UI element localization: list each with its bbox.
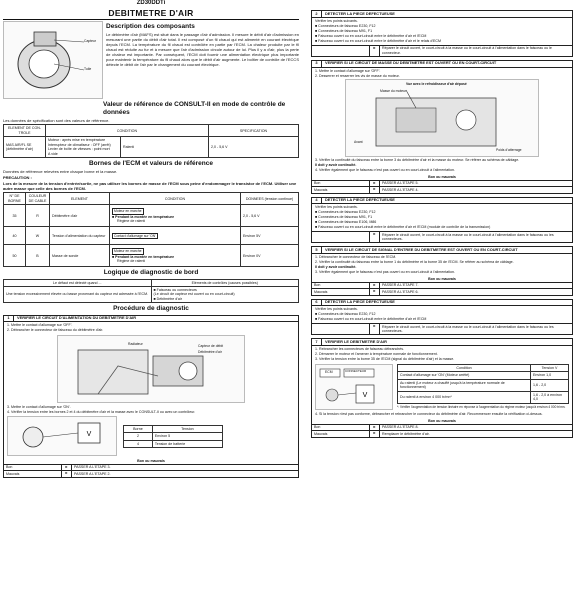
result-action: PASSER A L'ETAPE 2. [74, 471, 111, 476]
result-label: Bon [4, 465, 62, 470]
fig-label: Débitmètre d'air [198, 349, 222, 354]
description-text: Le débimètre d'air (MAFS) est situé dans le passage d'air d'admission. Il mesure le débit d'air d'admission en mesurant une partie du débit d'air total. Il est composé d'un fil chaud qui est alimenté en courant électrique depuis l'ECM. La température du fil chaud est contrôlée en partie par l'ECM. La chaleur produite par le fil chaud est réduite au fur et à mesure que l'air d'admission circule autour de lui. Plus il y a d'air, plus la perte de chaleur est importante. Par conséquent, l'ECM doit fournir une alimentation électrique plus importante pour maintenir la température du fil chaud alors que le débit d'air augmente. Le boîtier de contrôle de l'ECCS détecte le débit de l'air par le changement du courant électrique. [106, 32, 299, 68]
consult-header-item: ELEMENT DE CON-TROLE [4, 125, 46, 137]
svg-text:V: V [362, 391, 368, 399]
result-action: PASSER A L'ETAPE 8. [382, 425, 419, 430]
step-line: Connecteurs de faisceau M91, F1 [318, 28, 373, 33]
step-4: 4 DETECTER LA PIECE DEFECTUEUSE Vérifier les points suivants. ■ Connecteurs de faisceau E230, F12 ■ Connecteurs de faisceau M91, F1 ■ Connecteurs de faisceau E106, M86 ■ Faisceau ouvert ou en court-circuit entre le débitmètre d'air et l'ECM (module de contrôle de la transmission) ► Réparer le circuit ouvert, le court-circuit à la masse ou le court-circuit à l'alimentation dans le faisceau ou les connecteurs. [311, 197, 573, 244]
step-title: VERIFIER SI LE CIRCUIT DE MASSE DU DEBITMETRE EST OUVERT OU EN COURT-CIRCUIT [325, 60, 497, 66]
step-line: Connecteurs de faisceau E230, F12 [318, 312, 376, 317]
cell: Tension d'alimentation du capteur [50, 227, 110, 245]
step-line: 1. Mettre le contact d'allumage sur 'OFF'. [315, 68, 381, 73]
step-6: 6 DETECTER LA PIECE DEFECTUEUSE Vérifier les points suivants. ■ Connecteurs de faisceau E230, F12 ■ Faisceau ouvert ou en court-circuit entre le débitmètre d'air et l'ECM ► Réparer le circuit ouvert, le court-circuit à la masse ou le court-circuit à l'alimentation dans le faisceau ou les connecteurs. [311, 299, 573, 336]
ecm-header: DONNEES (tension continue) [241, 193, 299, 205]
result-label: Bon [312, 181, 370, 186]
fig-label: ECM [325, 369, 333, 374]
step-line: 3. Mettre le contact d'allumage sur 'ON'. [7, 404, 71, 409]
page-title: DEBITMETRE D'AIR [108, 7, 194, 18]
result-action: PASSER A L'ETAPE 4. [382, 187, 419, 192]
ecm-caution: Lors de la mesure de la tension d'entrée/sortie, ne pas utiliser les bornes de masse de l'ECM sous peine d'endommager le transistor de l'ECM. Utiliser une autre masse que celle des bornes de l'ECM. [3, 181, 297, 192]
step-5: 5 VERIFIER SI LE CIRCUIT DE SIGNAL D'ENTREE DU DEBITMETRE EST OUVERT OU EN COURT-CIRCUIT 1. Débrancher le connecteur de faisceau de l'ECM. 2. Vérifier la continuité du faisceau entre la borne 1 du débitmètre et la borne 35 de l'ECM. Se référer au schéma de câblage. Il doit y avoir continuité. 3. Vérifier également que le faisceau n'est pas ouvert ou en court-circuit à l'alimentation. Bon ou mauvais Bon ► PASSER A L'ETAPE 7. Mauvais ► PASSER A L'ETAPE 6. [311, 246, 573, 295]
fig-label: CONNECTEUR [345, 368, 367, 373]
good-or-bad: Bon ou mauvais [137, 458, 165, 463]
step-line: 2. Vérifier la continuité du faisceau entre la borne 1 du débitmètre et la borne 35 de l'ECM. Se référer au schéma de câblage. [315, 260, 514, 265]
step-line: 2. Démarrer le moteur et l'amener à température normale de fonctionnement. [315, 352, 438, 357]
fig-label: Masse du moteur [380, 89, 407, 94]
cell: Environ 5 [152, 433, 222, 440]
cell: Tension V [531, 364, 569, 371]
fig-label-tuile: Tuile [84, 67, 92, 72]
cell: 50 [4, 245, 26, 267]
ecm-header: ELEMENT [50, 193, 110, 205]
consult-header-condition: CONDITION [46, 125, 209, 137]
table-row: 50 B Masse de sonde Moteur en marche ■ Pendant la montée en température Régime de ralenti Environ 0V [4, 245, 299, 267]
logic-detected: Une tension excessivement élevée ou basse provenant du capteur est adressée à l'ECM. [4, 286, 152, 302]
consult-spec: 2,0 - 5,6 V [209, 137, 299, 158]
step-line: Faisceau ouvert ou en court-circuit entre le débitmètre d'air et le relais d'ECM [318, 38, 441, 43]
step-line: 1. Débrancher le connecteur de faisceau de l'ECM. [315, 255, 397, 260]
step-2: 2 DETECTER LA PIECE DEFECTUEUSE Vérifier les points suivants. ■ Connecteurs de faisceau E230, F12 ■ Connecteurs de faisceau M91, F1 ■ Faisceau ouvert ou en court-circuit entre le débitmètre d'air et l'ECM ■ Faisceau ouvert ou en court-circuit entre le débitmètre d'air et le relais d'ECM ► Réparer le circuit ouvert, le court-circuit à la masse ou le court-circuit à l'alimentation dans le faisceau ou le connecteur. [311, 10, 573, 57]
cell: R [26, 205, 50, 227]
step-3: 3 VERIFIER SI LE CIRCUIT DE MASSE DU DEBITMETRE EST OUVERT OU EN COURT-CIRCUIT 1. Mettre le contact d'allumage sur 'OFF'. 2. Desserrer et resserrer les vis de masse du moteur. Vue avec le refroidisseur d'air déposé Masse du moteur Avant Poids d'atterrage 3. Vérifier la continuité du faisceau entre la borne 3 du débitmètre d'air et la masse du moteur. Se référer au schéma de câblage. Il doit y avoir continuité. 4. Vérifier également que le faisceau n'est pas ouvert ou en court-circuit à l'alimentation. Bon ou mauvais Bon ► PASSER A L'ETAPE 5. Mauvais ► PASSER A L'ETAPE 4. [311, 60, 573, 194]
cell: Tension de batterie [152, 440, 222, 447]
step-title: DETECTER LA PIECE DEFECTUEUSE [325, 197, 395, 203]
ecm-intro: Données de référence relevées entre chaque borne et la masse. [3, 169, 118, 175]
cell: Régime de ralenti [117, 219, 146, 223]
step-line: Faisceau ouvert ou en court-circuit entre le débitmètre d'air et l'ECM (module de contrôle de la transmission) [318, 225, 491, 230]
engine-code: ZD30DDTi [136, 0, 166, 6]
step-number: 1 [4, 316, 14, 322]
step-line: Vérifier les points suivants. [315, 307, 358, 312]
cell: Masse de sonde [50, 245, 110, 267]
cell: Au ralenti (Le moteur a chauffé jusqu'à la température normale de fonctionnement) [398, 379, 531, 391]
step-line: 3. Vérifier la tension entre la borne 35 de l'ECM (signal du débitmètre d'air) et la masse. [315, 357, 455, 362]
step-line: Connecteurs de faisceau E106, M86 [318, 220, 377, 225]
step-line: Connecteurs de faisceau M91, F1 [318, 215, 373, 220]
cell: Contact d'allumage sur 'ON' (Moteur arrêté) [398, 372, 531, 379]
fig-label: Capteur de débit [198, 343, 224, 348]
logic-cause: Débitmètre d'air [156, 296, 182, 301]
step-line: Faisceau ouvert ou en court-circuit entre le débitmètre d'air et l'ECM [318, 33, 427, 38]
consult-intro: Les données de spécification sont des valeurs de référence. [3, 118, 110, 124]
step-line: Il doit y avoir continuité. [315, 265, 357, 270]
step-title: VERIFIER LE DEBITMETRE D'AIR [325, 338, 387, 344]
ecm-header: COULEUR DE CABLE [26, 193, 50, 205]
cell: Borne [124, 425, 153, 432]
result-action: Réparer le circuit ouvert, le court-circuit à la masse ou le court-circuit à l'alimentation dans le faisceau ou les connecteurs. [382, 232, 554, 242]
step-number: 5 [312, 247, 322, 253]
fig-label: Vue avec le refroidisseur d'air déposé [406, 82, 467, 87]
result-action: PASSER A L'ETAPE 3. [74, 465, 111, 470]
cell: W [26, 227, 50, 245]
result-label: Mauvais [312, 187, 370, 192]
step-line: 1. Mettre le contact d'allumage sur 'OFF'. [7, 323, 73, 328]
cell: Condition [398, 364, 531, 371]
logic-cause: (Le circuit de capteur est ouvert ou en court-circuit) [153, 292, 235, 297]
result-label: Mauvais [312, 431, 370, 436]
step-line: 2. Débrancher le connecteur de faisceau du débitmètre d'air. [7, 328, 104, 333]
step-title: DETECTER LA PIECE DEFECTUEUSE [325, 10, 395, 16]
step-line: 2. Desserrer et resserrer les vis de masse du moteur. [315, 73, 400, 78]
step-line: 4. Vérifier la tension entre les bornes 2 et 4 du débitmètre d'air et la masse avec le CONSULT-II ou avec un contrôleur. [7, 409, 196, 414]
step7-voltage-table [397, 364, 569, 404]
result-action: Réparer le circuit ouvert, le court-circuit à la masse ou le court-circuit à l'alimentation dans le faisceau ou les connecteurs. [382, 324, 554, 334]
page-header [3, 0, 299, 18]
result-action: Remplacer le débitmètre d'air. [382, 431, 430, 436]
cell: 35 [4, 205, 26, 227]
cell: 2,0 - 5,6 V [241, 205, 299, 227]
result-label: Bon [312, 283, 370, 288]
cell: 1,6 - 2,0 [531, 379, 569, 391]
ecm-table [3, 192, 299, 267]
step7-meter-figure [315, 364, 393, 410]
fig-label: Radiateur [128, 341, 143, 346]
logic-table: Le défaut est détecté quand ... Eléments de contrôles (causes possibles) Une tension excessivement élevée ou basse provenant du capteur est adressée à l'ECM. ■ Faisceau ou connecteurs (Le circuit de capteur est ouvert ou en court-circuit) ■ Débitmètre d'air [3, 279, 299, 304]
right-column [311, 0, 573, 441]
step3-ground-figure [345, 79, 539, 157]
consult-mode: Ralenti [121, 137, 209, 158]
step-line: 4. Vérifier également que le faisceau n'est pas ouvert ou en court-circuit à l'alimentation. [315, 168, 456, 173]
procedure-title: Procédure de diagnostic [113, 305, 189, 313]
step-line: Vérifier les points suivants. [315, 18, 358, 23]
cell: Environ 5V [241, 227, 299, 245]
ecm-header: N° DE BORNE [4, 193, 26, 205]
cell: Environ 1,0 [531, 372, 569, 379]
logic-title: Logique de diagnostic de bord [103, 269, 199, 277]
cell: Environ 0V [241, 245, 299, 267]
result-action: Réparer le circuit ouvert, le court-circuit à la masse ou le court-circuit à l'alimentation dans le faisceau ou le connecteur. [382, 46, 552, 55]
consult-title: Valeur de référence de CONSULT-II en mode de contrôle de données [103, 101, 286, 117]
cell: Du ralenti à environ 4 000 tr/mn* [398, 391, 531, 403]
good-or-bad: Bon ou mauvais [428, 418, 456, 423]
step-number: 2 [312, 11, 322, 17]
cell: B [26, 245, 50, 267]
svg-text:V: V [86, 431, 92, 439]
cell: Contact d'allumage sur 'ON' [114, 233, 156, 238]
consult-table [3, 124, 299, 158]
step-line: Il doit y avoir continuité. [315, 163, 357, 168]
cell: Pendant la montée en température [115, 254, 175, 259]
step-line: Faisceau ouvert ou en court-circuit entre le débitmètre d'air et l'ECM [318, 317, 427, 322]
cell: 2 [124, 433, 153, 440]
ecm-header: CONDITION [110, 193, 241, 205]
maf-sensor-figure [3, 21, 103, 99]
ecm-title: Bornes de l'ECM et valeurs de référence [88, 160, 213, 168]
result-action: PASSER A L'ETAPE 5. [382, 181, 419, 186]
step-number: 3 [312, 61, 322, 67]
good-or-bad: Bon ou mauvais [428, 276, 456, 281]
step-1: 1 VERIFIER LE CIRCUIT D'ALIMENTATION DU DEBITMETRE D'AIR 1. Mettre le contact d'allumage sur 'OFF'. 2. Débrancher le connecteur de faisceau du débitmètre d'air. Radiateur Capteur de débit Débitmètre d'air 3. Mettre le contact d'allumage sur 'ON'. 4. Vérifier la tension entre les bornes 2 et 4 du débitmètre d'air et la masse avec le CONSULT-II ou avec un contrôleur. V Borne Tension 2 Environ 5 4 Tension de batterie Bon ou mauvais Bon ► PASSER A L'ETAPE 3. Mauvais ► PASSER A L'ETAPE 2. [3, 315, 299, 478]
result-label: Bon [312, 425, 370, 430]
step-title: DETECTER LA PIECE DEFECTUEUSE [325, 299, 395, 305]
cell: Moteur en marche [114, 209, 142, 214]
result-label: Mauvais [4, 471, 62, 476]
consult-cond: Moteur : après mise en température [48, 138, 106, 143]
consult-cond: Levier de boîte de vitesses : point mort [48, 147, 110, 152]
step-line: 1. Rebrancher les connecteurs de faisceau débranchés. [315, 347, 405, 352]
step-number: 7 [312, 339, 322, 345]
step-line: Connecteurs de faisceau E230, F12 [318, 23, 376, 28]
step-line: Vérifier les points suivants. [315, 205, 358, 210]
step7-note: *: Vérifier l'augmentation de tension linéaire en réponse à l'augmentation du régime moteur jusqu'à environ 4 000 tr/mn. [397, 404, 566, 409]
fig-label: Avant [354, 140, 363, 145]
consult-item: MAS AIR/FL SE (débitmètre d'air) [4, 137, 46, 158]
step1-meter-figure [7, 416, 117, 456]
cell: 4 [124, 440, 153, 447]
result-action: PASSER A L'ETAPE 6. [382, 289, 419, 294]
step-7: 7 VERIFIER LE DEBITMETRE D'AIR 1. Rebrancher les connecteurs de faisceau débranchés. 2. Démarrer le moteur et l'amener à température normale de fonctionnement. 3. Vérifier la tension entre la borne 35 de l'ECM (signal du débitmètre d'air) et la masse. V ECM CONNECTEUR Condition Tension V Contact d'allumage sur 'ON' (Moteur arrêté) Environ 1,0 Au ralenti (Le moteur a chauffé jusqu'à la température normale de fonctionnement) 1,6 - 2,0 Du ralenti à environ 4 000 tr/mn* 1,6 - 2,0 à environ 4,0 *: Vérifier l'augmentation de tension linéaire en réponse à l'augmentation du régime moteur jusqu'à environ 4 000 tr/mn. 4. Si la tension n'est pas conforme, débrancher et rebrancher le connecteur du débitmètre d'air. Recommencer ensuite la vérification ci-dessus. Bon ou mauvais Bon ► PASSER A L'ETAPE 8. Mauvais ► Remplacer le débitmètre d'air. [311, 338, 573, 437]
fig-label: Poids d'atterrage [496, 148, 522, 153]
step-title: VERIFIER LE CIRCUIT D'ALIMENTATION DU DEBITMETRE D'AIR [17, 315, 137, 321]
step-title: VERIFIER SI LE CIRCUIT DE SIGNAL D'ENTREE DU DEBITMETRE EST OUVERT OU EN COURT-CIRCUIT [325, 246, 518, 252]
description-section [3, 21, 299, 99]
logic-cause: Faisceau ou connecteurs [156, 287, 197, 292]
consult-cond: A vide [48, 151, 58, 156]
logic-header: Le défaut est détecté quand ... [4, 279, 152, 286]
description-title: Description des composants [106, 23, 195, 31]
fig-label-capteur: Capteur [84, 39, 97, 44]
logic-header: Eléments de contrôles (causes possibles) [151, 279, 299, 286]
cell: 40 [4, 227, 26, 245]
good-or-bad: Bon ou mauvais [428, 174, 456, 179]
left-column [3, 0, 299, 481]
ecm-caution-title: PRECAUTION : [3, 175, 32, 181]
table-row [4, 227, 299, 245]
step-line: 3. Vérifier la continuité du faisceau entre la borne 3 du débitmètre d'air et la masse du moteur. Se référer au schéma de câblage. [315, 158, 520, 163]
step-line: 4. Si la tension n'est pas conforme, débrancher et rebrancher le connecteur du débitmètre d'air. Recommencer ensuite la vérification ci-dessus. [315, 412, 543, 417]
cell: Débitmètre d'air [50, 205, 110, 227]
step-number: 6 [312, 300, 322, 306]
cell: Moteur en marche [114, 249, 142, 254]
cell: 1,6 - 2,0 à environ 4,0 [531, 391, 569, 403]
consult-cond: Interrupteur de climatiseur : OFF (arrêt) [48, 142, 111, 147]
step1-engine-figure [57, 335, 245, 403]
result-action: PASSER A L'ETAPE 7. [382, 283, 419, 288]
cell: Pendant la montée en température [115, 214, 175, 219]
step-line: 3. Vérifier également que le faisceau n'est pas ouvert ou en court-circuit à l'alimentation. [315, 270, 456, 275]
step-line: Connecteurs de faisceau E230, F12 [318, 210, 376, 215]
consult-header-spec: SPECIFICATION [209, 125, 299, 137]
table-row: 35 R Débitmètre d'air Moteur en marche ■ Pendant la montée en température Régime de ralenti 2,0 - 5,6 V [4, 205, 299, 227]
cell: Régime de ralenti [117, 259, 146, 263]
result-label: Mauvais [312, 289, 370, 294]
step1-voltage-table [123, 425, 223, 448]
step-number: 4 [312, 198, 322, 204]
cell: Tension [152, 425, 222, 432]
